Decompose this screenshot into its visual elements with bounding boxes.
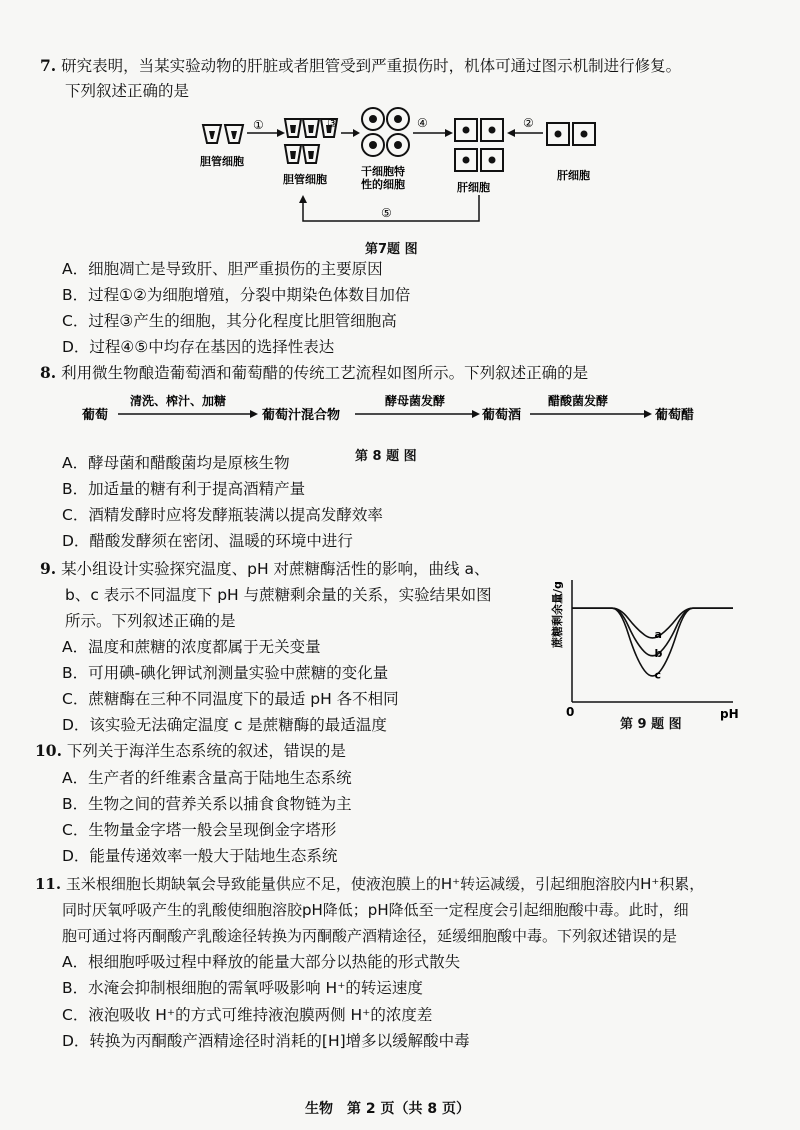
q9-option-a: A．温度和蔗糖的浓度都属于无关变量: [62, 638, 321, 656]
q8-stem-text: 利用微生物酿造葡萄酒和葡萄醋的传统工艺流程如图所示。下列叙述正确的是: [61, 364, 589, 382]
flow-label-yeast: 酵母菌发酵: [385, 394, 446, 408]
liver-cells-right: [547, 123, 595, 145]
step-1: ①: [253, 118, 264, 132]
q9-number: 9.: [40, 559, 57, 578]
flow-label-acetic: 醋酸菌发酵: [548, 394, 609, 408]
q10-option-d: D．能量传递效率一般大于陆地生态系统: [62, 847, 338, 865]
q8-stem-line: [40, 362, 588, 384]
label-liver-right: 肝细胞: [557, 169, 590, 182]
q11-stem-text1: 玉米根细胞长期缺氧会导致能量供应不足，使液泡膜上的H⁺转运减缓，引起细胞溶胶内H⁺积累，: [65, 875, 705, 893]
q11-stem-line1: [35, 873, 704, 895]
q9-option-d: D．该实验无法确定温度 c 是蔗糖酶的最适温度: [62, 716, 387, 734]
q8-option-d: D．醋酸发酵须在密闭、温暖的环境中进行: [62, 532, 353, 550]
q11-option-d: D．转换为丙酮酸产酒精途径时消耗的[H]增多以缓解酸中毒: [62, 1032, 470, 1050]
q8-option-a: A．酵母菌和醋酸菌均是原核生物: [62, 454, 290, 472]
q11-option-b: B．水淹会抑制根细胞的需氧呼吸影响 H⁺的转运速度: [62, 979, 423, 997]
q11-option-a: A．根细胞呼吸过程中释放的能量大部分以热能的形式散失: [62, 953, 461, 971]
q9-caption: 第 9 题 图: [620, 717, 682, 732]
q10-number: 10.: [35, 741, 62, 760]
q9-chart: [548, 570, 748, 735]
step-4: ④: [417, 116, 428, 130]
q7-option-a: A．细胞凋亡是导致肝、胆严重损伤的主要原因: [62, 260, 383, 278]
q8-number: 8.: [40, 363, 57, 382]
q9-stem-text1: 某小组设计实验探究温度、pH 对蔗糖酶活性的影响，曲线 a、: [61, 560, 490, 578]
q7-stem-line1: [40, 55, 681, 77]
flow-node-juice: 葡萄汁混合物: [262, 408, 341, 423]
q7-option-b: B．过程①②为细胞增殖，分裂中期染色体数目加倍: [62, 286, 411, 304]
series-line-b: [572, 608, 733, 656]
page-footer: 生物 第 2 页（共 8 页）: [305, 1101, 470, 1117]
chart-origin: 0: [566, 705, 575, 719]
q10-stem-text: 下列关于海洋生态系统的叙述，错误的是: [66, 742, 346, 760]
stem-like-cells: [362, 108, 409, 156]
flow-node-grape: 葡萄: [82, 408, 109, 423]
series-line-c: [572, 608, 733, 676]
q10-option-a: A．生产者的纤维素含量高于陆地生态系统: [62, 769, 352, 787]
step-2: ②: [523, 116, 534, 130]
q7-figure: [195, 105, 615, 235]
label-stem-like-1: 干细胞特: [361, 165, 405, 178]
series-label-b: b: [654, 646, 663, 660]
chart-ylabel: 蔗糖剩余量/g: [551, 581, 564, 648]
flow-node-vinegar: 葡萄醋: [655, 408, 695, 423]
q8-caption: 第 8 题 图: [355, 449, 417, 464]
chart-xlabel: pH: [720, 707, 739, 721]
step-3: ③: [327, 116, 338, 130]
q8-option-c: C．酒精发酵时应将发酵瓶装满以提高发酵效率: [62, 506, 383, 524]
q9-stem-line2: b、c 表示不同温度下 pH 与蔗糖剩余量的关系，实验结果如图: [65, 586, 492, 604]
flow-label-wash: 清洗、榨汁、加糖: [130, 394, 227, 408]
series-label-a: a: [654, 628, 662, 641]
q7-stem-text1: 研究表明，当某实验动物的肝脏或者胆管受到严重损伤时，机体可通过图示机制进行修复。: [61, 57, 682, 75]
chart-series-group: [572, 608, 733, 681]
q11-stem-line2: 同时厌氧呼吸产生的乳酸使细胞溶胶pH降低；pH降低至一定程度会引起细胞酸中毒。此时，细: [62, 901, 689, 919]
step-5: ⑤: [381, 206, 392, 220]
q9-option-b: B．可用碘-碘化钾试剂测量实验中蔗糖的变化量: [62, 664, 389, 682]
q11-number: 11.: [35, 875, 62, 893]
bile-duct-cells-left: [203, 125, 243, 143]
liver-cells-mid: [455, 119, 503, 171]
q11-stem-line3: 胞可通过将丙酮酸产乳酸途径转换为丙酮酸产酒精途径，延缓细胞酸中毒。下列叙述错误的是: [62, 927, 678, 945]
q7-option-c: C．过程③产生的细胞，其分化程度比胆管细胞高: [62, 312, 397, 330]
label-stem-like-2: 性的细胞: [361, 178, 405, 191]
q10-option-b: B．生物之间的营养关系以捕食食物链为主: [62, 795, 352, 813]
q10-option-c: C．生物量金字塔一般会呈现倒金字塔形: [62, 821, 337, 839]
series-label-c: c: [654, 668, 662, 682]
q9-stem-line3: 所示。下列叙述正确的是: [65, 612, 236, 630]
q9-stem-line1: [40, 558, 489, 580]
q7-stem-line2: 下列叙述正确的是: [65, 82, 190, 100]
flow-node-wine: 葡萄酒: [482, 408, 522, 423]
label-liver-mid: 肝细胞: [457, 181, 490, 194]
q7-option-d: D．过程④⑤中均存在基因的选择性表达: [62, 338, 335, 356]
q8-flow-diagram: [80, 392, 720, 432]
q7-number: 7.: [40, 56, 57, 75]
q9-option-c: C．蔗糖酶在三种不同温度下的最适 pH 各不相同: [62, 690, 399, 708]
series-line-a: [572, 608, 733, 638]
q8-option-b: B．加适量的糖有利于提高酒精产量: [62, 480, 306, 498]
q7-caption: 第7题 图: [365, 242, 418, 257]
label-bile-duct-mid: 胆管细胞: [283, 173, 327, 186]
label-bile-duct-left: 胆管细胞: [200, 155, 244, 168]
q10-stem-line: [35, 740, 346, 762]
q11-option-c: C．液泡吸收 H⁺的方式可维持液泡膜两侧 H⁺的浓度差: [62, 1006, 433, 1024]
